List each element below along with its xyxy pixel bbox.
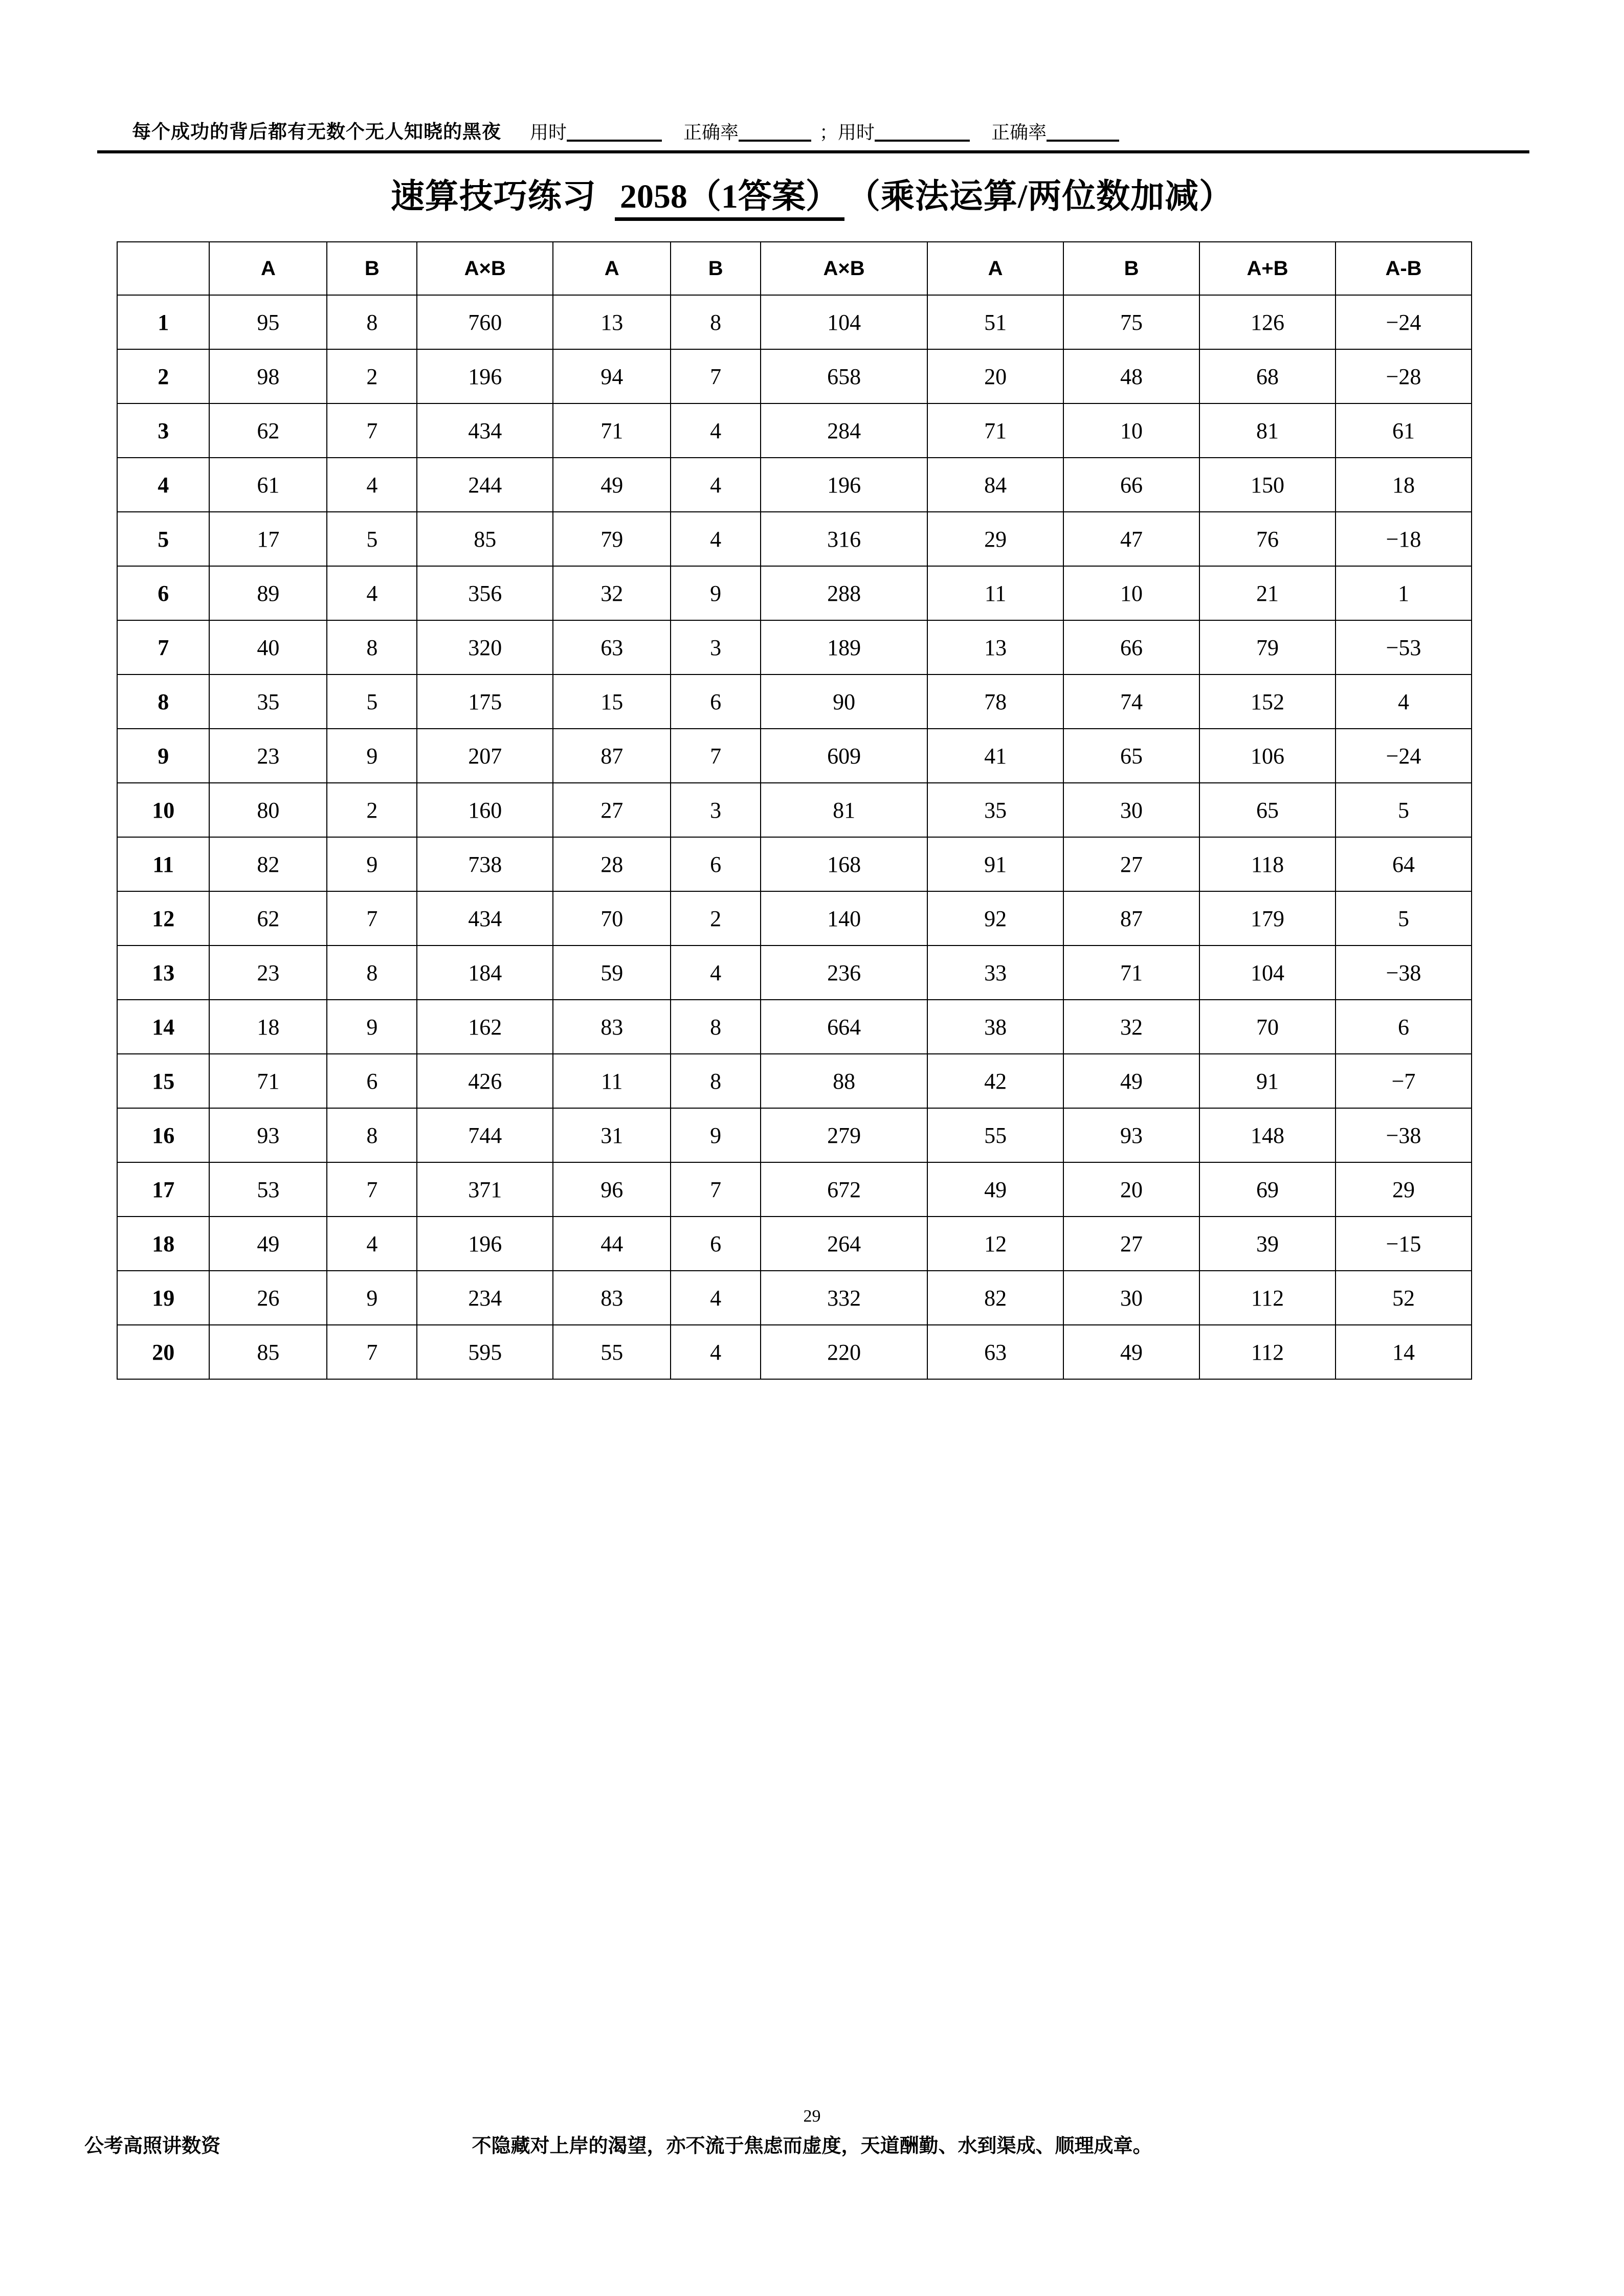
cell-b2: 7 <box>671 349 761 403</box>
cell-sum: 68 <box>1199 349 1336 403</box>
table-row <box>117 729 1472 783</box>
cell-product2: 332 <box>761 1271 927 1325</box>
cell-b3: 49 <box>1063 1054 1199 1108</box>
table-row <box>117 349 1472 403</box>
accuracy-label-2: 正确率 <box>991 122 1047 143</box>
cell-b1: 9 <box>327 1000 417 1054</box>
cell-b1: 5 <box>327 674 417 729</box>
cell-a1: 95 <box>209 295 327 349</box>
cell-b3: 32 <box>1063 1000 1199 1054</box>
cell-b2: 3 <box>671 620 761 674</box>
table-row <box>117 403 1472 458</box>
cell-b3: 30 <box>1063 1271 1199 1325</box>
cell-b1: 4 <box>327 566 417 620</box>
cell-b3: 20 <box>1063 1162 1199 1217</box>
col-header-a2: A <box>553 242 671 295</box>
cell-b1: 9 <box>327 729 417 783</box>
col-header-b1: B <box>327 242 417 295</box>
cell-product1: 160 <box>417 783 553 837</box>
cell-b3: 87 <box>1063 891 1199 946</box>
cell-b2: 6 <box>671 674 761 729</box>
cell-b2: 7 <box>671 729 761 783</box>
cell-b3: 74 <box>1063 674 1199 729</box>
cell-product2: 220 <box>761 1325 927 1379</box>
exercise-table-container <box>117 241 1472 1380</box>
cell-b2: 4 <box>671 458 761 512</box>
cell-a3: 42 <box>927 1054 1063 1108</box>
cell-product2: 189 <box>761 620 927 674</box>
cell-sum: 150 <box>1199 458 1336 512</box>
page-title <box>0 169 1624 217</box>
table-row <box>117 512 1472 566</box>
cell-b1: 4 <box>327 1217 417 1271</box>
cell-a2: 71 <box>553 403 671 458</box>
cell-a3: 35 <box>927 783 1063 837</box>
cell-a1: 89 <box>209 566 327 620</box>
cell-a1: 35 <box>209 674 327 729</box>
cell-a2: 44 <box>553 1217 671 1271</box>
cell-a2: 31 <box>553 1108 671 1162</box>
cell-b3: 27 <box>1063 1217 1199 1271</box>
row-index: 7 <box>117 620 209 674</box>
cell-a2: 28 <box>553 837 671 891</box>
row-index: 20 <box>117 1325 209 1379</box>
cell-b2: 6 <box>671 837 761 891</box>
cell-b3: 10 <box>1063 403 1199 458</box>
cell-a2: 83 <box>553 1271 671 1325</box>
cell-a1: 23 <box>209 946 327 1000</box>
cell-b2: 6 <box>671 1217 761 1271</box>
cell-diff: 14 <box>1336 1325 1472 1379</box>
cell-a2: 32 <box>553 566 671 620</box>
cell-a2: 87 <box>553 729 671 783</box>
cell-diff: 5 <box>1336 783 1472 837</box>
cell-diff: 61 <box>1336 403 1472 458</box>
cell-product1: 196 <box>417 349 553 403</box>
cell-product1: 744 <box>417 1108 553 1162</box>
cell-product1: 244 <box>417 458 553 512</box>
cell-diff: 64 <box>1336 837 1472 891</box>
table-row <box>117 620 1472 674</box>
cell-sum: 106 <box>1199 729 1336 783</box>
row-index: 11 <box>117 837 209 891</box>
cell-b2: 8 <box>671 295 761 349</box>
cell-b1: 6 <box>327 1054 417 1108</box>
cell-b2: 8 <box>671 1054 761 1108</box>
table-row <box>117 946 1472 1000</box>
cell-a3: 11 <box>927 566 1063 620</box>
cell-a1: 40 <box>209 620 327 674</box>
table-row <box>117 1054 1472 1108</box>
col-header-product1: A×B <box>417 242 553 295</box>
time-blank-1[interactable] <box>567 123 662 142</box>
cell-a2: 55 <box>553 1325 671 1379</box>
cell-b2: 4 <box>671 1325 761 1379</box>
cell-a3: 82 <box>927 1271 1063 1325</box>
cell-a2: 79 <box>553 512 671 566</box>
row-index: 15 <box>117 1054 209 1108</box>
cell-a2: 63 <box>553 620 671 674</box>
cell-sum: 112 <box>1199 1271 1336 1325</box>
cell-product2: 284 <box>761 403 927 458</box>
row-index: 19 <box>117 1271 209 1325</box>
cell-sum: 70 <box>1199 1000 1336 1054</box>
cell-b1: 7 <box>327 1162 417 1217</box>
cell-product1: 371 <box>417 1162 553 1217</box>
cell-diff: −24 <box>1336 295 1472 349</box>
cell-b3: 30 <box>1063 783 1199 837</box>
col-header-product2: A×B <box>761 242 927 295</box>
cell-b2: 3 <box>671 783 761 837</box>
footer-brand: 公考高照讲数资 <box>84 2135 221 2157</box>
cell-a1: 61 <box>209 458 327 512</box>
cell-diff: 4 <box>1336 674 1472 729</box>
cell-a3: 51 <box>927 295 1063 349</box>
cell-product2: 288 <box>761 566 927 620</box>
row-index: 14 <box>117 1000 209 1054</box>
cell-b1: 2 <box>327 783 417 837</box>
cell-sum: 126 <box>1199 295 1336 349</box>
exercise-table <box>117 241 1472 1380</box>
cell-product1: 320 <box>417 620 553 674</box>
cell-diff: −15 <box>1336 1217 1472 1271</box>
cell-product2: 279 <box>761 1108 927 1162</box>
cell-sum: 148 <box>1199 1108 1336 1162</box>
table-row <box>117 1108 1472 1162</box>
row-index: 8 <box>117 674 209 729</box>
title-suffix: （乘法运算/两位数加减） <box>846 178 1234 215</box>
col-header-b2: B <box>671 242 761 295</box>
cell-b3: 65 <box>1063 729 1199 783</box>
table-row <box>117 458 1472 512</box>
cell-product2: 88 <box>761 1054 927 1108</box>
cell-a2: 96 <box>553 1162 671 1217</box>
cell-a1: 18 <box>209 1000 327 1054</box>
cell-a1: 53 <box>209 1162 327 1217</box>
cell-a2: 83 <box>553 1000 671 1054</box>
cell-sum: 79 <box>1199 620 1336 674</box>
cell-b2: 7 <box>671 1162 761 1217</box>
header-divider <box>97 150 1529 153</box>
table-header-row <box>117 242 1472 295</box>
table-row <box>117 1217 1472 1271</box>
cell-b1: 8 <box>327 1108 417 1162</box>
cell-a3: 38 <box>927 1000 1063 1054</box>
col-header-a1: A <box>209 242 327 295</box>
cell-product2: 609 <box>761 729 927 783</box>
time-label-2: 用时 <box>838 122 875 143</box>
cell-product1: 207 <box>417 729 553 783</box>
accuracy-blank-2[interactable] <box>1047 123 1119 142</box>
time-blank-2[interactable] <box>875 123 970 142</box>
cell-a3: 29 <box>927 512 1063 566</box>
cell-a1: 62 <box>209 891 327 946</box>
cell-diff: 18 <box>1336 458 1472 512</box>
row-index: 3 <box>117 403 209 458</box>
cell-a3: 63 <box>927 1325 1063 1379</box>
cell-product1: 162 <box>417 1000 553 1054</box>
cell-a2: 94 <box>553 349 671 403</box>
row-index: 1 <box>117 295 209 349</box>
cell-b3: 71 <box>1063 946 1199 1000</box>
time-label-1: 用时 <box>530 122 567 143</box>
cell-a2: 49 <box>553 458 671 512</box>
cell-b2: 9 <box>671 1108 761 1162</box>
row-index: 10 <box>117 783 209 837</box>
table-header <box>117 242 1472 295</box>
col-header-a3: A <box>927 242 1063 295</box>
cell-sum: 65 <box>1199 783 1336 837</box>
cell-b2: 9 <box>671 566 761 620</box>
cell-b3: 93 <box>1063 1108 1199 1162</box>
table-row <box>117 1271 1472 1325</box>
cell-sum: 39 <box>1199 1217 1336 1271</box>
col-header-index <box>117 242 209 295</box>
cell-diff: −38 <box>1336 1108 1472 1162</box>
cell-a3: 13 <box>927 620 1063 674</box>
cell-a3: 49 <box>927 1162 1063 1217</box>
table-row <box>117 837 1472 891</box>
table-row <box>117 891 1472 946</box>
table-row <box>117 783 1472 837</box>
cell-b2: 4 <box>671 1271 761 1325</box>
cell-a3: 91 <box>927 837 1063 891</box>
cell-product1: 234 <box>417 1271 553 1325</box>
cell-sum: 118 <box>1199 837 1336 891</box>
cell-sum: 21 <box>1199 566 1336 620</box>
row-index: 18 <box>117 1217 209 1271</box>
cell-a1: 23 <box>209 729 327 783</box>
title-code: 2058（1答案） <box>615 178 844 221</box>
cell-diff: 6 <box>1336 1000 1472 1054</box>
cell-b1: 7 <box>327 403 417 458</box>
cell-product1: 738 <box>417 837 553 891</box>
cell-product1: 196 <box>417 1217 553 1271</box>
cell-product2: 316 <box>761 512 927 566</box>
cell-product1: 356 <box>417 566 553 620</box>
cell-product2: 168 <box>761 837 927 891</box>
page-number: 29 <box>803 2107 821 2126</box>
cell-b1: 7 <box>327 1325 417 1379</box>
cell-b2: 4 <box>671 403 761 458</box>
cell-a3: 33 <box>927 946 1063 1000</box>
cell-sum: 76 <box>1199 512 1336 566</box>
cell-a1: 82 <box>209 837 327 891</box>
cell-b3: 27 <box>1063 837 1199 891</box>
cell-a2: 70 <box>553 891 671 946</box>
cell-product2: 104 <box>761 295 927 349</box>
cell-sum: 152 <box>1199 674 1336 729</box>
cell-a1: 80 <box>209 783 327 837</box>
cell-product1: 426 <box>417 1054 553 1108</box>
cell-a2: 15 <box>553 674 671 729</box>
cell-b2: 8 <box>671 1000 761 1054</box>
cell-diff: 1 <box>1336 566 1472 620</box>
cell-product1: 595 <box>417 1325 553 1379</box>
row-index: 6 <box>117 566 209 620</box>
cell-b1: 2 <box>327 349 417 403</box>
cell-product1: 760 <box>417 295 553 349</box>
cell-diff: −24 <box>1336 729 1472 783</box>
cell-b1: 9 <box>327 837 417 891</box>
cell-diff: −18 <box>1336 512 1472 566</box>
row-index: 13 <box>117 946 209 1000</box>
col-header-diff: A-B <box>1336 242 1472 295</box>
header-separator: ； <box>819 122 838 143</box>
cell-b2: 2 <box>671 891 761 946</box>
row-index: 5 <box>117 512 209 566</box>
cell-b1: 9 <box>327 1271 417 1325</box>
cell-b1: 7 <box>327 891 417 946</box>
cell-a1: 62 <box>209 403 327 458</box>
cell-a2: 11 <box>553 1054 671 1108</box>
cell-a1: 93 <box>209 1108 327 1162</box>
cell-product2: 90 <box>761 674 927 729</box>
row-index: 16 <box>117 1108 209 1162</box>
cell-a2: 59 <box>553 946 671 1000</box>
cell-b3: 75 <box>1063 295 1199 349</box>
table-row <box>117 1000 1472 1054</box>
cell-a1: 17 <box>209 512 327 566</box>
table-row <box>117 1325 1472 1379</box>
title-prefix: 速算技巧练习 <box>390 178 596 215</box>
row-index: 2 <box>117 349 209 403</box>
cell-sum: 69 <box>1199 1162 1336 1217</box>
cell-b1: 4 <box>327 458 417 512</box>
cell-product1: 434 <box>417 403 553 458</box>
cell-b3: 66 <box>1063 620 1199 674</box>
cell-b3: 48 <box>1063 349 1199 403</box>
cell-diff: 5 <box>1336 891 1472 946</box>
cell-product2: 264 <box>761 1217 927 1271</box>
cell-a3: 84 <box>927 458 1063 512</box>
cell-product2: 196 <box>761 458 927 512</box>
cell-b2: 4 <box>671 512 761 566</box>
table-row <box>117 566 1472 620</box>
cell-a3: 92 <box>927 891 1063 946</box>
cell-product1: 434 <box>417 891 553 946</box>
cell-a1: 85 <box>209 1325 327 1379</box>
cell-b3: 47 <box>1063 512 1199 566</box>
cell-b3: 66 <box>1063 458 1199 512</box>
cell-sum: 179 <box>1199 891 1336 946</box>
cell-a3: 41 <box>927 729 1063 783</box>
cell-b1: 8 <box>327 295 417 349</box>
cell-product2: 236 <box>761 946 927 1000</box>
cell-product2: 664 <box>761 1000 927 1054</box>
cell-a1: 71 <box>209 1054 327 1108</box>
cell-a1: 26 <box>209 1271 327 1325</box>
cell-a3: 78 <box>927 674 1063 729</box>
row-index: 4 <box>117 458 209 512</box>
cell-a3: 55 <box>927 1108 1063 1162</box>
cell-a2: 13 <box>553 295 671 349</box>
table-row <box>117 674 1472 729</box>
cell-sum: 91 <box>1199 1054 1336 1108</box>
cell-sum: 112 <box>1199 1325 1336 1379</box>
col-header-sum: A+B <box>1199 242 1336 295</box>
page-footer <box>0 2130 1624 2166</box>
table-row <box>117 295 1472 349</box>
cell-b2: 4 <box>671 946 761 1000</box>
cell-sum: 104 <box>1199 946 1336 1000</box>
cell-product1: 175 <box>417 674 553 729</box>
cell-product2: 81 <box>761 783 927 837</box>
col-header-b3: B <box>1063 242 1199 295</box>
cell-a3: 20 <box>927 349 1063 403</box>
row-index: 9 <box>117 729 209 783</box>
cell-b3: 49 <box>1063 1325 1199 1379</box>
footer-motto: 不隐藏对上岸的渴望，亦不流于焦虑而虚度，天道酬勤、水到渠成、顺理成章。 <box>472 2135 1152 2157</box>
cell-diff: −53 <box>1336 620 1472 674</box>
cell-diff: −7 <box>1336 1054 1472 1108</box>
cell-a3: 71 <box>927 403 1063 458</box>
cell-a2: 27 <box>553 783 671 837</box>
cell-diff: 29 <box>1336 1162 1472 1217</box>
row-index: 12 <box>117 891 209 946</box>
table-row <box>117 1162 1472 1217</box>
cell-sum: 81 <box>1199 403 1336 458</box>
header-motto: 每个成功的背后都有无数个无人知晓的黑夜 <box>132 122 501 143</box>
accuracy-label-1: 正确率 <box>683 122 739 143</box>
table-body <box>117 295 1472 1379</box>
cell-diff: 52 <box>1336 1271 1472 1325</box>
cell-diff: −38 <box>1336 946 1472 1000</box>
cell-product2: 672 <box>761 1162 927 1217</box>
cell-b3: 10 <box>1063 566 1199 620</box>
accuracy-blank-1[interactable] <box>739 123 811 142</box>
cell-product1: 85 <box>417 512 553 566</box>
cell-b1: 8 <box>327 620 417 674</box>
page-header <box>97 105 1529 151</box>
cell-a1: 49 <box>209 1217 327 1271</box>
cell-product2: 140 <box>761 891 927 946</box>
cell-diff: −28 <box>1336 349 1472 403</box>
cell-a3: 12 <box>927 1217 1063 1271</box>
cell-a1: 98 <box>209 349 327 403</box>
cell-product1: 184 <box>417 946 553 1000</box>
cell-b1: 5 <box>327 512 417 566</box>
cell-b1: 8 <box>327 946 417 1000</box>
row-index: 17 <box>117 1162 209 1217</box>
cell-product2: 658 <box>761 349 927 403</box>
